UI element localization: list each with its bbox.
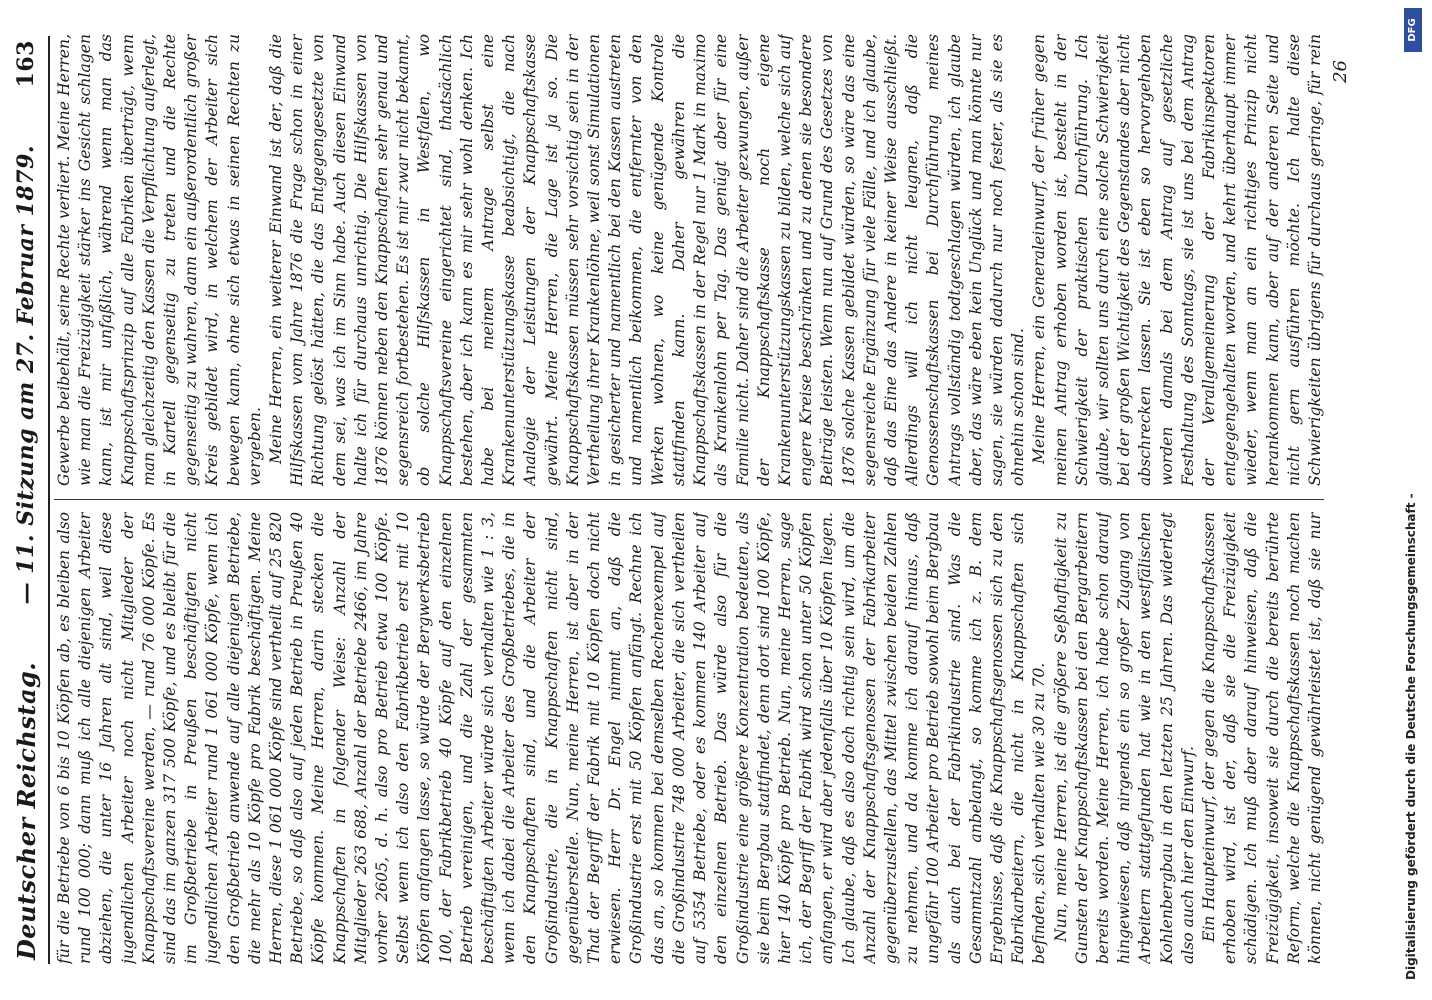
signature-mark: 26 (1330, 60, 1351, 83)
session-line: — 11. Sitzung am 27. Februar 1879. (13, 144, 39, 605)
paragraph: Meine Herren, ein Generaleinwurf, der früher gegen meinen Antrag erhoben worden ist, besteht in der Schwierigkeit der praktischen Durchführung. Ich glaube, wir sollten uns durch eine solche Schwierigkeit bei der großen Wichtigkeit des Gegenstandes aber nicht abschrecken lassen. Sie ist eben so hervorgehoben worden damals bei dem Antrag auf gesetzliche Festhaltung des Sonntags, sie ist uns bei dem Antrag der Verallgemeinerung der Fabrikinspektoren entgegengehalten worden, und kehrt überhaupt immer wieder, wenn man an ein richtiges Prinzip nicht herankommen kann, aber auf der anderen Seite und nicht gern ausführen möchte. Ich halte diese Schwierigkeiten übrigens für durchaus geringe, für rein (1030, 34, 1324, 486)
dfg-logo-text: DFG (1407, 18, 1418, 42)
paragraph: Meine Herren, ein weiterer Einwand ist der, daß die Hilfskassen vom Jahre 1876 die Frage schon in einer Richtung gelöst hätten, die das Entgegengesetzte von dem sei, was ich im Sinn habe. Auch diesen Einwand halte ich für durchaus unrichtig. Die Hilfskassen von 1876 können neben den Knappschaften sehr genau und segensreich fortbestehen. Es ist mir zwar nicht bekannt, ob solche Hilfskassen in Westfalen, wo Knappschaftsvereine eingerichtet sind, thatsächlich bestehen, aber ich kann es mir sehr wohl denken. Ich habe bei meinem Antrage selbst eine Krankenunterstützungskasse beabsichtigt, die nach Analogie der Leistungen der Knappschaftskasse gewährt. Meine Herren, die Lage ist ja so. Die Knappschaftskassen müssen sehr vorsichtig sein in der Vertheilung ihrer Krankenlöhne, weil sonst Simulationen in gesicherter und namentlich bei den Kassen austreten und namentlich beikommen, die entfernter von den Werken wohnen, wo keine genügende Kontrole stattfinden kann. Daher gewähren die Knappschaftskassen in der Regel nur 1 Mark in maximo als Krankenlohn per Tag. Das genügt aber für eine Familie nicht. Daher sind die Arbeiter gezwungen, außer der Knappschaftskasse noch eigene Krankenunterstützungskassen zu bilden, welche sich auf engere Kreise beschränken und zu denen sie besondere Beiträge leisten. Wenn nun auf Grund des Gesetzes von 1876 solche Kassen gebildet würden, so wäre das eine segensreiche Ergänzung für viele Fälle, und ich glaube, daß das Eine das Andere in keiner Weise ausschließt. Allerdings will ich nicht leugnen, daß die Genossenschaftskassen bei Durchführung meines Antrags vollständig todtgeschlagen würden, ich glaube aber, das wäre eben kein Unglück und man könnte nur sagen, sie würden dadurch nur noch fester, als sie es ohnehin schon sind. (267, 34, 1028, 486)
dfg-logo-badge (1404, 8, 1422, 52)
page-number: 163 (13, 40, 39, 88)
publication-title: Deutscher Reichstag. (11, 661, 41, 960)
column-divider (54, 499, 1324, 500)
text-column-left (54, 512, 1324, 964)
header-rule (48, 36, 50, 964)
paragraph: für die Betriebe von 6 bis 10 Köpfen ab, es bleiben also rund 100 000; dann muß ich alle diejenigen Arbeiter abziehen, die unter 16 Jahren alt sind, weil diese jugendlichen Arbeiter noch nicht Mitglieder der Knappschaftsvereine werden, — rund 76 000 Köpfe. Es sind das im ganzen 317 500 Köpfe, und es bleibt für die im Großbetriebe in Preußen beschäftigten nicht jugendlichen Arbeiter rund 1 061 000 Köpfe, wenn ich den Großbetrieb anwende auf alle diejenigen Betriebe, die mehr als 10 Köpfe pro Fabrik beschäftigen. Meine Herren, diese 1 061 000 Köpfe sind vertheilt auf 25 820 Betriebe, so daß also auf jeden Betrieb in Preußen 40 Köpfe kommen. Meine Herren, darin stecken die Knappschaften in folgender Weise: Anzahl der Mitglieder 263 688, Anzahl der Betriebe 2466, im Jahre vorher 2605, d. h. also pro Betrieb etwa 100 Köpfe. Selbst wenn ich also den Fabrikbetrieb erst mit 10 Köpfen anfangen lasse, so würde der Bergwerksbetrieb 100, der Fabrikbetrieb 40 Köpfe auf den einzelnen Betrieb vereinigen, und die Zahl der gesammten beschäftigten Arbeiter würde sich verhalten wie 1 : 3, wenn ich dabei die Arbeiter des Großbetriebes, die in den Knappschaften sind, und die Arbeiter der Großindustrie, die in Knappschaften nicht sind, gegenüberstelle. Nun, meine Herren, ist aber in der That der Begriff der Fabrik mit 10 Köpfen doch nicht erwiesen. Herr Dr. Engel nimmt an, daß die Großindustrie erst mit 50 Köpfen anfängt. Rechne ich das an, so kommen bei demselben Rechenexempel auf die Großindustrie 748 000 Arbeiter, die sich vertheilen auf 5354 Betriebe, oder es kommen 140 Arbeiter auf den einzelnen Betrieb. Das würde also für die Großindustrie eine größere Konzentration bedeuten, als sie beim Bergbau stattfindet, denn dort sind 100 Köpfe, hier 140 Köpfe pro Betrieb. Nun, meine Herren, sage ich, der Begriff der Fabrik wird schon unter 50 Köpfen anfangen, er wird aber jedenfalls über 10 Köpfen liegen. Ich glaube, daß es also doch richtig sein wird, um die Anzahl der Knappschaftsgenossen der Fabrikarbeiter gegenüberzustellen, das Mittel zwischen beiden Zahlen zu nehmen, und da komme ich darauf hinaus, daß ungefähr 100 Arbeiter pro Betrieb sowohl beim Bergbau als auch bei der Fabrikindustrie sind. Was die Gesammtzahl anbelangt, so komme ich z. B. dem Ergebnisse, daß die Knappschaftsgenossen sich zu den Fabrikarbeitern, die nicht in Knappschaften sich befinden, sich verhalten wie 30 zu 70. (55, 512, 1049, 964)
text-column-right (54, 34, 1324, 486)
paragraph: Gewerbe beibehält, seine Rechte verliert. Meine Herren, wie man die Freizügigkeit stärker ins Gesicht schlagen kann, ist mir unfaßlich, während wenn man das Knappschaftsprinzip auf alle Fabriken überträgt, wenn man gleichzeitig den Kassen die Verpflichtung auferlegt, in Kartell gegenseitig zu treten und die Rechte gegenseitig zu wahren, dann ein außerordentlich großer Kreis gebildet wird, in welchem der Arbeiter sich bewegen kann, ohne sich etwas in seinen Rechten zu vergeben. (55, 34, 264, 486)
funding-note (1400, 160, 1422, 980)
page-header (8, 40, 44, 960)
paragraph: Nun, meine Herren, ist die größere Seßhaftigkeit zu Gunsten der Knappschaftskassen bei den Bergarbeitern bereits worden. Meine Herren, ich habe schon darauf hingewiesen, daß nirgends ein so großer Zugang von Arbeitern stattgefunden hat wie in den westfälischen Kohlenbergbau in den letzten 25 Jahren. Das widerlegt also auch hier den Einwurf. (1051, 512, 1197, 964)
paragraph: Ein Haupteinwurf, der gegen die Knappschaftskassen erhoben wird, ist der, daß sie die Freizügigkeit schädigen. Ich muß aber darauf hinweisen, daß die Freizügigkeit, insoweit sie durch die bereits berührte Reform, welche die Knappschaftskassen noch machen können, nicht genügend gewährleistet ist, daß sie nur (1199, 512, 1324, 964)
funding-note-text: Digitalisierung gefördert durch die Deutsche Forschungsgemeinschaft - (1404, 493, 1418, 980)
